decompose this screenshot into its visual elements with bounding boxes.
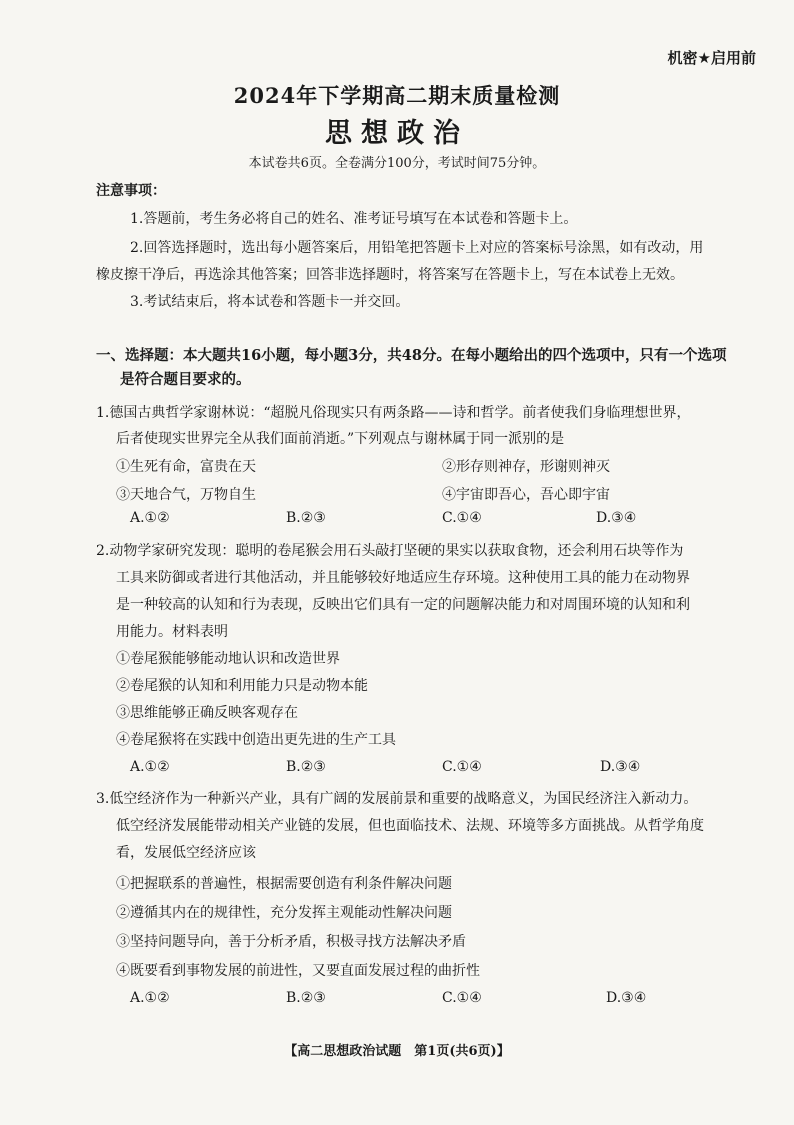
statement: ①生死有命，富贵在天 <box>116 459 256 475</box>
option-a: A.①② <box>130 759 170 775</box>
question-stem: 工具来防御或者进行其他活动，并且能够较好地适应生存环境。这种使用工具的能力在动物界 <box>116 570 690 586</box>
subject-title: 思想政治 <box>325 118 469 149</box>
section-heading-line: 一、选择题：本大题共16小题，每小题3分，共48分。在每小题给出的四个选项中，只有一个选项 <box>96 347 727 364</box>
exam-info: 本试卷共6页。全卷满分100分，考试时间75分钟。 <box>248 156 546 171</box>
option-a: A.①② <box>130 510 170 526</box>
statement: ③天地合气，万物自生 <box>116 487 256 503</box>
option-d: D.③④ <box>596 510 637 526</box>
section-heading-line: 是符合题目要求的。 <box>120 371 251 388</box>
option-d: D.③④ <box>600 759 641 775</box>
option-b: B.②③ <box>286 759 326 775</box>
option-a: A.①② <box>130 990 170 1006</box>
note-item: 橡皮擦干净后，再选涂其他答案；回答非选择题时，将答案写在答题卡上，写在本试卷上无效。 <box>96 267 684 283</box>
statement: ④卷尾猴将在实践中创造出更先进的生产工具 <box>116 732 396 748</box>
confidential-label: 机密★启用前 <box>667 49 756 67</box>
option-c: C.①④ <box>442 510 482 526</box>
option-b: B.②③ <box>286 510 326 526</box>
question-stem: 是一种较高的认知和行为表现，反映出它们具有一定的问题解决能力和对周围环境的认知和利 <box>116 597 690 613</box>
question-stem: 2.动物学家研究发现：聪明的卷尾猴会用石头敲打坚硬的果实以获取食物，还会利用石块等作为 <box>96 543 684 559</box>
note-item: 3.考试结束后，将本试卷和答题卡一并交回。 <box>130 294 410 310</box>
option-b: B.②③ <box>286 990 326 1006</box>
question-stem: 1.德国古典哲学家谢林说：“超脱凡俗现实只有两条路——诗和哲学。前者使我们身临理想世界， <box>96 405 691 421</box>
question-stem: 看，发展低空经济应该 <box>116 845 256 861</box>
note-item: 2.回答选择题时，选出每小题答案后，用铅笔把答题卡上对应的答案标号涂黑，如有改动，用 <box>130 240 704 256</box>
statement: ③坚持问题导向，善于分析矛盾，积极寻找方法解决矛盾 <box>116 934 466 950</box>
statement: ①卷尾猴能够能动地认识和改造世界 <box>116 651 340 667</box>
statement: ④宇宙即吾心，吾心即宇宙 <box>442 487 610 503</box>
statement: ②形存则神存，形谢则神灭 <box>442 459 610 475</box>
question-stem: 3.低空经济作为一种新兴产业，具有广阔的发展前景和重要的战略意义，为国民经济注入新动力。 <box>96 791 698 807</box>
note-item: 1.答题前，考生务必将自己的姓名、准考证号填写在本试卷和答题卡上。 <box>130 211 578 227</box>
statement: ②遵循其内在的规律性，充分发挥主观能动性解决问题 <box>116 905 452 921</box>
option-c: C.①④ <box>442 990 482 1006</box>
notes-heading: 注意事项： <box>96 183 166 199</box>
statement: ①把握联系的普遍性，根据需要创造有利条件解决问题 <box>116 876 452 892</box>
statement: ④既要看到事物发展的前进性，又要直面发展过程的曲折性 <box>116 963 480 979</box>
exam-title: 2024年下学期高二期末质量检测 <box>233 83 561 108</box>
question-stem: 用能力。材料表明 <box>116 624 228 640</box>
page-footer: 【高二思想政治试题 第1页(共6页)】 <box>284 1044 510 1059</box>
option-d: D.③④ <box>606 990 647 1006</box>
question-stem: 后者使现实世界完全从我们面前消逝。”下列观点与谢林属于同一派别的是 <box>116 431 565 447</box>
option-c: C.①④ <box>442 759 482 775</box>
question-stem: 低空经济发展能带动相关产业链的发展，但也面临技术、法规、环境等多方面挑战。从哲学角度 <box>116 818 704 834</box>
statement: ③思维能够正确反映客观存在 <box>116 705 298 721</box>
section-heading <box>96 344 726 392</box>
statement: ②卷尾猴的认知和利用能力只是动物本能 <box>116 678 368 694</box>
